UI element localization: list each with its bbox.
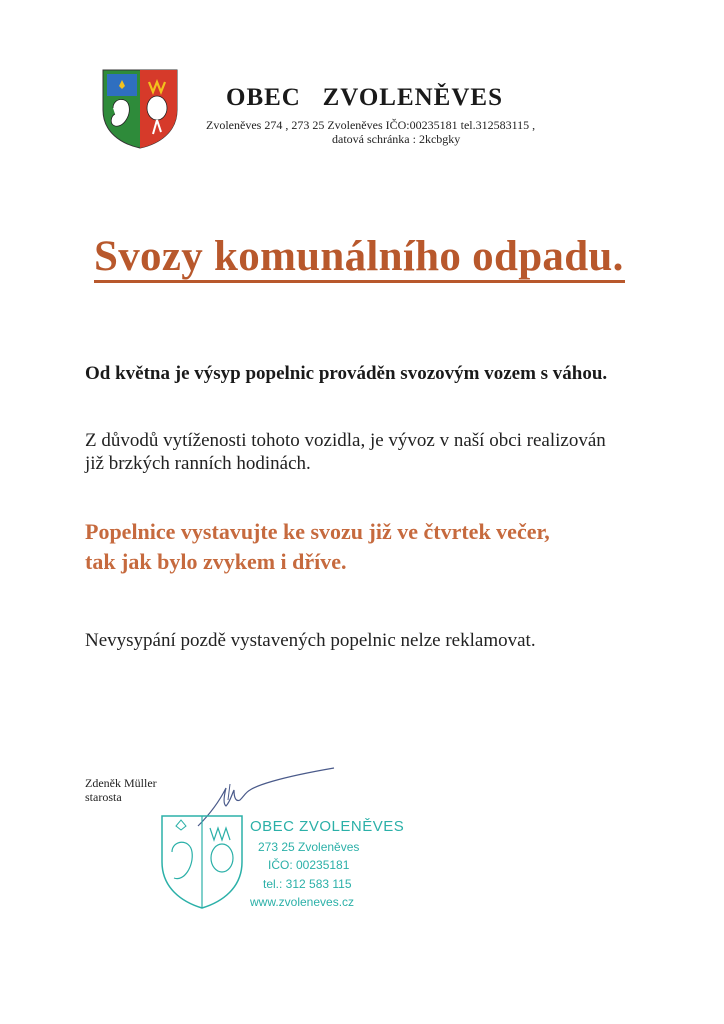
data-box-line: datová schránka : 2kcbgky bbox=[332, 132, 461, 146]
stamp-phone: tel.: 312 583 115 bbox=[263, 877, 352, 891]
stamp-zip: 273 25 Zvoleněves bbox=[258, 840, 360, 854]
stamp-ico: IČO: 00235181 bbox=[268, 858, 350, 872]
paragraph-thursday-line1: Popelnice vystavujte ke svozu již ve čtvrtek večer, bbox=[85, 519, 550, 544]
coat-of-arms-icon bbox=[101, 68, 179, 150]
signer-role: starosta bbox=[85, 790, 122, 804]
org-name: OBEC ZVOLENĚVES bbox=[226, 84, 503, 111]
stamp-name: OBEC ZVOLENĚVES bbox=[250, 818, 405, 835]
title-underline bbox=[94, 280, 625, 283]
stamp-crest-icon bbox=[158, 812, 246, 910]
address-line: Zvoleněves 274 , 273 25 Zvoleněves IČO:00235181 tel.312583115 , bbox=[206, 118, 536, 132]
paragraph-no-complaints: Nevysypání pozdě vystavených popelnic nelze reklamovat. bbox=[85, 630, 536, 651]
page-title: Svozy komunálního odpadu. bbox=[94, 233, 624, 280]
stamp-website: www.zvoleneves.cz bbox=[250, 895, 355, 909]
paragraph-early-hours-line2: již brzkých ranních hodinách. bbox=[85, 453, 311, 474]
paragraph-early-hours-line1: Z důvodů vytíženosti tohoto vozidla, je vývoz v naší obci realizován bbox=[85, 430, 606, 451]
paragraph-scale-truck: Od května je výsyp popelnic prováděn svozovým vozem s váhou. bbox=[85, 363, 608, 384]
paragraph-thursday-line2: tak jak bylo zvykem i dříve. bbox=[85, 549, 347, 574]
signer-name: Zdeněk Müller bbox=[85, 776, 157, 790]
